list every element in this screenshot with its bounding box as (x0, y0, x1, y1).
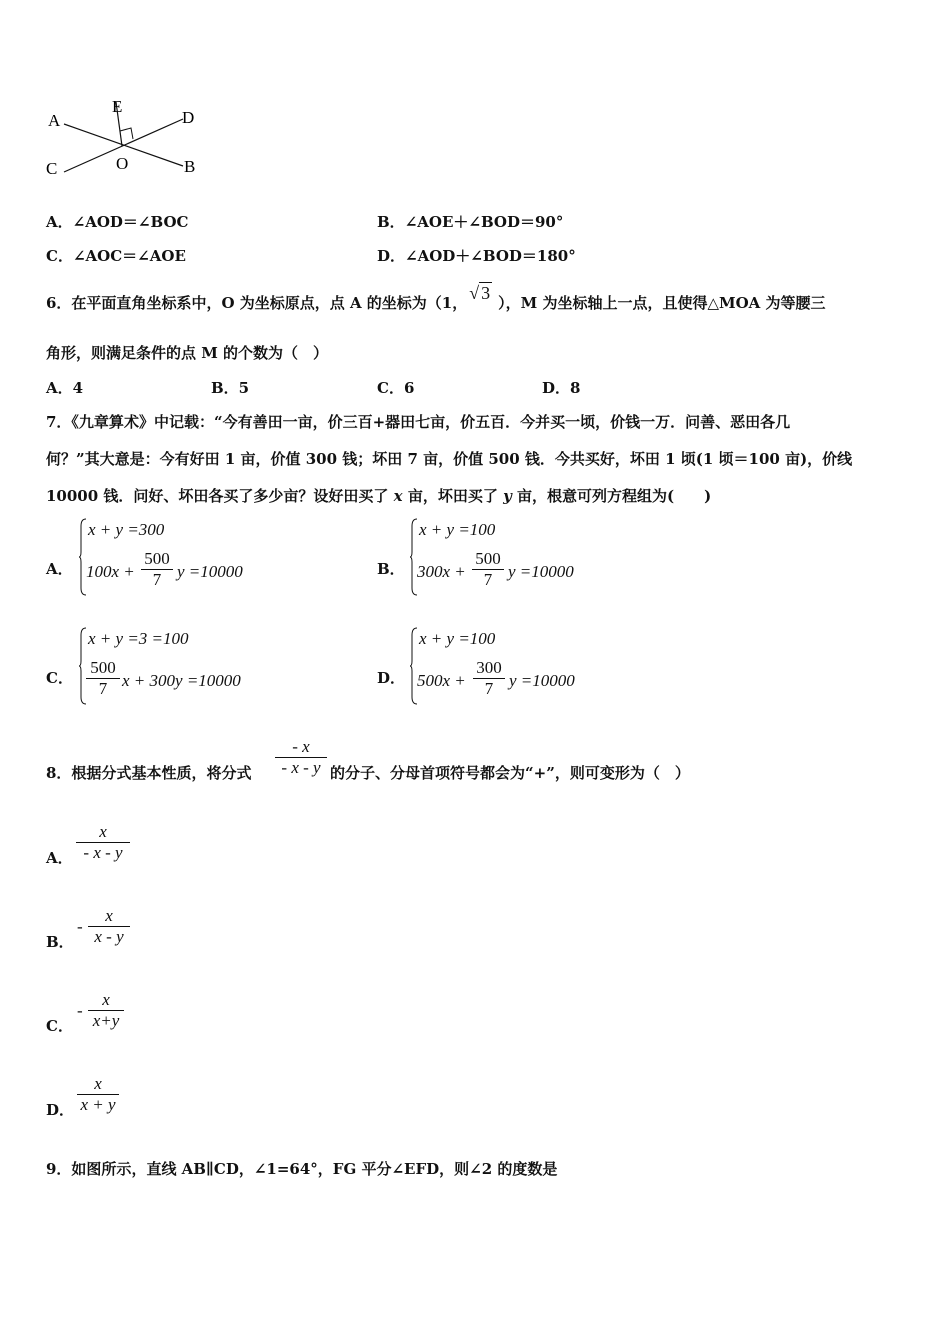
q7-b-eq2-post: y =10000 (508, 562, 574, 581)
brace-d (409, 627, 419, 705)
q8-b-sign: - (77, 917, 83, 936)
q7-line-2: 何？”其大意是：今有好田 1 亩，价值 300 钱；坏田 7 亩，价值 500 钱．今共买好，坏田 1 顷(1 顷＝100 亩)，价线 (46, 450, 853, 468)
q7-a-fraction: $\frac{500}{7}$ (141, 549, 173, 590)
label-C: C (46, 159, 58, 178)
q8-b-fraction: $\frac{x}{x - y}$ (88, 906, 130, 947)
q7-option-c-letter[interactable]: C． (46, 669, 73, 687)
q7-d-fraction: $\frac{300}{7}$ (473, 658, 505, 699)
q8-c-sign: - (77, 1001, 83, 1020)
q6-option-c[interactable]: C．6 (377, 379, 415, 397)
q7-a-eq2-pre: 100x + (86, 562, 135, 581)
label-E: E (112, 97, 123, 116)
q5-option-a[interactable]: A．∠AOD＝∠BOC (46, 213, 189, 231)
q9-text: 9．如图所示，直线 AB∥CD，∠1=64°，FG 平分∠EFD，则∠2 的度数是 (46, 1160, 558, 1178)
q8-fraction: $\frac{- x}{- x - y}$ (275, 737, 327, 778)
q5-option-d[interactable]: D．∠AOD＋∠BOD＝180° (377, 247, 576, 265)
brace-a (78, 518, 88, 596)
q7-option-b-letter[interactable]: B． (377, 560, 405, 578)
q7-b-fraction: $\frac{500}{7}$ (472, 549, 504, 590)
q5-option-c[interactable]: C．∠AOC＝∠AOE (46, 247, 186, 265)
q8-a-fraction: $\frac{x}{- x - y}$ (76, 822, 130, 863)
q8-option-b-letter[interactable]: B． (46, 933, 74, 951)
q6-line-1: 6．在平面直角坐标系中，O 为坐标原点，点 A 的坐标为（1， √ 3 ），M 为坐标轴上一点，且使得△MOA 为等腰三 (46, 283, 826, 312)
q7-d-eq2-post: y =10000 (509, 671, 575, 690)
q7-c-eq2-post: x + 300y =10000 (122, 671, 241, 690)
label-O: O (116, 154, 129, 173)
q6-option-a[interactable]: A．4 (46, 379, 84, 397)
q7-b-eq2-pre: 300x + (417, 562, 466, 581)
right-angle-mark (120, 128, 133, 139)
q8-option-c-letter[interactable]: C． (46, 1017, 73, 1035)
q5-option-b[interactable]: B．∠AOE＋∠BOD＝90° (377, 213, 564, 231)
q7-d-eq2-pre: 500x + (417, 671, 466, 690)
q8-option-a-letter[interactable]: A． (46, 849, 73, 867)
q7-c-eq1: x + y =3 =100 (88, 629, 189, 648)
q7-option-d-letter[interactable]: D． (377, 669, 406, 687)
q7-a-eq1: x + y =300 (88, 520, 165, 539)
label-D: D (182, 108, 195, 127)
q7-line-3: 10000 钱．问好、坏田各买了多少亩？设好田买了 x 亩，坏田买了 y 亩，根意可列方程组为( ) (46, 487, 712, 505)
q7-line-1: 7．《九章算术》中记载：“今有善田一亩，价三百+器田七亩，价五百．今并买一顷，价钱一万．问善、恶田各几 (46, 413, 791, 431)
q8-c-fraction: $\frac{x}{x+y}$ (88, 990, 124, 1031)
brace-b (409, 518, 419, 596)
q6-line-2: 角形，则满足条件的点 M 的个数为（ ） (46, 344, 329, 362)
q8-text-b: 的分子、分母首项符号都会为“+”，则可变形为（ ） (330, 764, 690, 782)
sqrt-3: √ 3 (469, 283, 491, 303)
label-A: A (48, 111, 61, 130)
label-B: B (184, 157, 196, 176)
q8-d-fraction: $\frac{x}{x + y}$ (77, 1074, 119, 1115)
q7-option-a-letter[interactable]: A． (46, 560, 73, 578)
q8-text-a: 8．根据分式基本性质，将分式 (46, 764, 252, 782)
q7-c-fraction: $\frac{500}{7}$ (86, 658, 120, 699)
q6-option-b[interactable]: B．5 (211, 379, 250, 397)
q8-option-d-letter[interactable]: D． (46, 1101, 75, 1119)
q7-d-eq1: x + y =100 (419, 629, 496, 648)
q6-option-d[interactable]: D．8 (542, 379, 581, 397)
q7-b-eq1: x + y =100 (419, 520, 496, 539)
q7-a-eq2-post: y =10000 (177, 562, 243, 581)
angle-figure (40, 92, 210, 184)
